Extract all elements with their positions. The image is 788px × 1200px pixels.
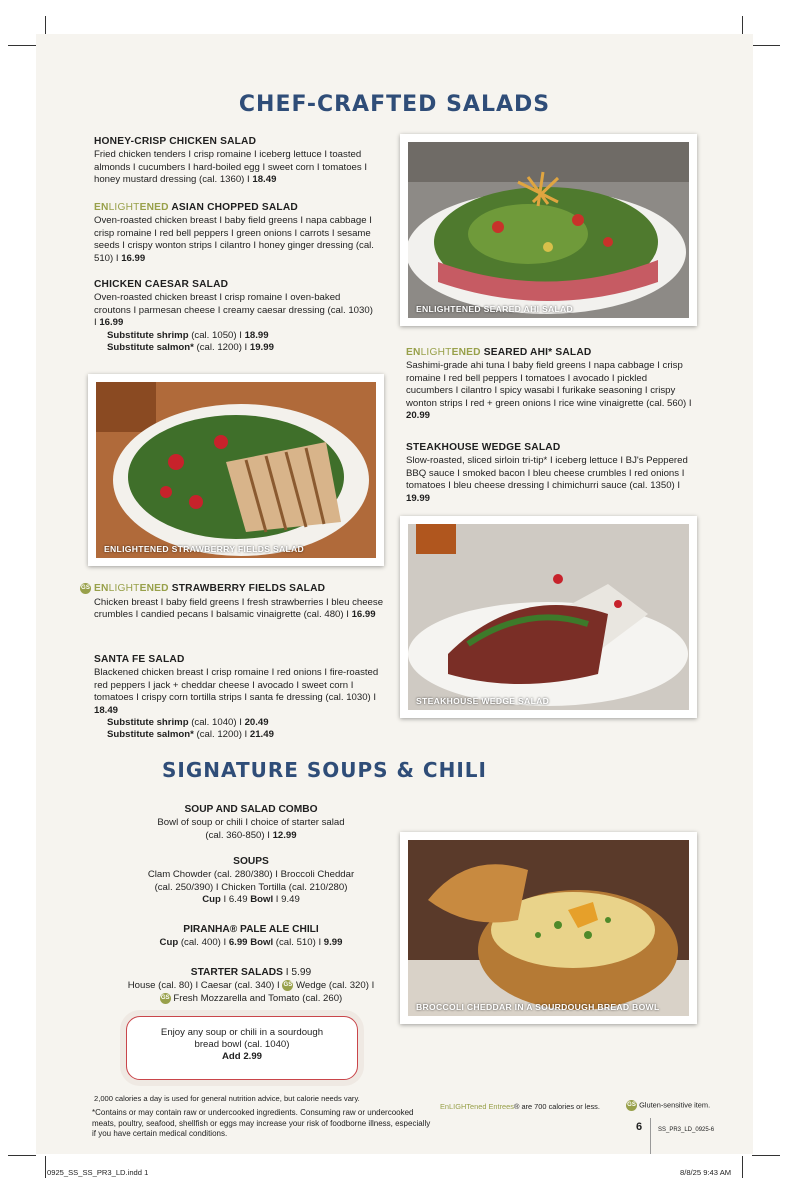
item-name: STARTER SALADS I 5.99 — [190, 967, 312, 978]
menu-item-pale-ale-chili — [116, 924, 386, 950]
calorie-notice: 2,000 calories a day is used for general nutrition advice, but calorie needs vary. — [94, 1094, 360, 1103]
photo-caption: ENLIGHTENED STRAWBERRY FIELDS SALAD — [104, 544, 305, 554]
photo-wedge-salad — [400, 516, 697, 718]
item-description: Clam Chowder (cal. 280/380) I Broccoli Cheddar — [147, 869, 355, 881]
photo-caption: ENLIGHTENED SEARED AHI SALAD — [416, 304, 574, 314]
photo-ahi-salad — [400, 134, 697, 326]
item-price: Cup (cal. 400) I 6.99 Bowl (cal. 510) I 9.99 — [159, 937, 343, 949]
item-name: HONEY-CRISP CHICKEN SALAD — [94, 136, 257, 147]
crop-mark — [752, 45, 780, 46]
menu-item-seared-ahi — [406, 347, 696, 422]
menu-item-steakhouse-wedge — [406, 442, 696, 505]
menu-item-honey-crisp — [94, 136, 374, 187]
item-name: STEAKHOUSE WEDGE SALAD — [406, 442, 561, 453]
photo-caption: STEAKHOUSE WEDGE SALAD — [416, 696, 550, 706]
item-name: ENLIGHTENED SEARED AHI* SALAD — [406, 347, 592, 358]
photo-strawberry-salad — [88, 374, 384, 566]
raw-food-disclaimer: *Contains or may contain raw or undercooked ingredients. Consuming raw or undercooked meats, poultry, seafood, shellfish or eggs may increase your risk of foodborne illness, especially if you have certain medical conditions. — [92, 1108, 431, 1138]
divider — [650, 1118, 651, 1154]
item-description: Blackened chicken breast I crisp romaine I red onions I fire-roasted red peppers I jack + cheddar cheese I avocado I sweet corn I tomatoes I crispy corn tortilla strips I santa fe dressing (cal. 1030) I 18.49 — [94, 667, 379, 716]
menu-item-strawberry-fields — [80, 583, 385, 621]
item-name: SOUP AND SALAD COMBO — [184, 804, 318, 815]
ahi-salad-image — [408, 142, 689, 318]
menu-item-chicken-caesar — [94, 279, 374, 354]
menu-item-asian-chopped — [94, 202, 374, 265]
item-name: PIRANHA® PALE ALE CHILI — [183, 924, 319, 935]
gluten-sensitive-icon: GS — [80, 583, 91, 594]
item-name: SANTA FE SALAD — [94, 654, 185, 665]
document-code: SS_PR3_LD_0925-6 — [658, 1127, 715, 1133]
menu-item-starter-salads — [116, 967, 386, 1005]
item-description: Slow-roasted, sliced sirloin tri-tip* I iceberg lettuce I BJ's Peppered BBQ sauce I smoked bacon I bleu cheese crumbles I red onions I tomatoes I bleu cheese dressing I chimichurri sauce (cal. 1350) I 19.99 — [406, 455, 688, 504]
print-timestamp: 8/8/25 9:43 AM — [680, 1168, 732, 1177]
soups-title: SIGNATURE SOUPS & CHILI — [162, 758, 487, 782]
substitute-option: Substitute salmon* (cal. 1200) I 19.99 — [107, 342, 274, 354]
enlightened-note: EnLIGHTened Entrees® are 700 calories or less. — [440, 1102, 600, 1111]
crop-mark — [752, 1155, 780, 1156]
photo-caption: BROCCOLI CHEDDAR IN A SOURDOUGH BREAD BOWL — [416, 1002, 660, 1012]
menu-item-soup-salad-combo — [116, 804, 386, 842]
promo-text: Enjoy any soup or chili in a sourdough — [160, 1027, 324, 1038]
wedge-salad-image — [408, 524, 689, 710]
item-description: Oven-roasted chicken breast I baby field greens I napa cabbage I crisp romaine I red bell peppers I green onions I carrots I sesame seeds I crispy wonton strips I cilantro I honey ginger dressing (cal. 510) I 16.99 — [94, 215, 374, 264]
promo-text: bread bowl (cal. 1040) — [194, 1039, 290, 1050]
menu-item-santa-fe — [94, 654, 379, 742]
gluten-sensitive-icon: GS — [282, 980, 293, 991]
strawberry-salad-image — [96, 382, 376, 558]
file-slug: 0925_SS_SS_PR3_LD.indd 1 — [47, 1168, 149, 1177]
item-name: ENLIGHTENED ASIAN CHOPPED SALAD — [94, 202, 298, 213]
substitute-option: Substitute shrimp (cal. 1040) I 20.49 — [107, 717, 269, 729]
item-description: (cal. 250/390) I Chicken Tortilla (cal. 210/280) — [154, 881, 348, 893]
gluten-sensitive-icon: GS — [160, 993, 171, 1004]
item-description: Chicken breast I baby field greens I fresh strawberries I bleu cheese crumbles I candied pecans I balsamic vinaigrette (cal. 480) I 16.99 — [94, 596, 384, 620]
crop-mark — [45, 1156, 46, 1178]
crop-mark — [8, 1155, 36, 1156]
gluten-sensitive-icon: GS — [626, 1100, 637, 1111]
substitute-option: Substitute shrimp (cal. 1050) I 18.99 — [107, 329, 269, 341]
item-name: GS ENLIGHTENED STRAWBERRY FIELDS SALAD — [80, 583, 326, 595]
item-description: GS Fresh Mozzarella and Tomato (cal. 260) — [160, 992, 343, 1004]
item-description: Fried chicken tenders I crisp romaine I iceberg lettuce I toasted almonds I cucumbers I hard-boiled egg I sweet corn I tomatoes I honey mustard dressing (cal. 1360) I 18.49 — [94, 149, 368, 186]
bread-bowl-promo — [126, 1016, 358, 1080]
item-description: Bowl of soup or chili I choice of starter salad — [157, 817, 345, 829]
salads-title: CHEF-CRAFTED SALADS — [238, 92, 551, 117]
item-name: SOUPS — [233, 856, 269, 867]
item-description: Sashimi-grade ahi tuna I baby field greens I napa cabbage I crisp romaine I red bell peppers I tomatoes I avocado I pickled cucumbers I cilantro I spicy wasabi I furikake seasoning I crispy wonton strips I red + green onions I rice wine vinaigrette (cal. 560) I 20.99 — [406, 360, 692, 422]
crop-mark — [742, 1156, 743, 1178]
item-name: CHICKEN CAESAR SALAD — [94, 279, 229, 290]
gluten-note: GS Gluten-sensitive item. — [627, 1100, 711, 1110]
menu-page — [36, 34, 753, 1154]
item-price: Cup I 6.49 Bowl I 9.49 — [202, 894, 300, 906]
item-description: House (cal. 80) I Caesar (cal. 340) I GS Wedge (cal. 320) I — [127, 980, 375, 992]
item-description: (cal. 360-850) I 12.99 — [205, 829, 297, 841]
promo-price: Add 2.99 — [222, 1051, 262, 1062]
menu-item-soups — [116, 856, 386, 907]
crop-mark — [8, 45, 36, 46]
item-description: Oven-roasted chicken breast I crisp romaine I oven-baked croutons I parmesan cheese I creamy caesar dressing (cal. 1030) I 16.99 — [94, 292, 373, 329]
substitute-option: Substitute salmon* (cal. 1200) I 21.49 — [107, 729, 274, 741]
photo-broccoli-cheddar — [400, 832, 697, 1024]
broccoli-cheddar-image — [408, 840, 689, 1016]
page-number: 6 — [636, 1121, 643, 1133]
